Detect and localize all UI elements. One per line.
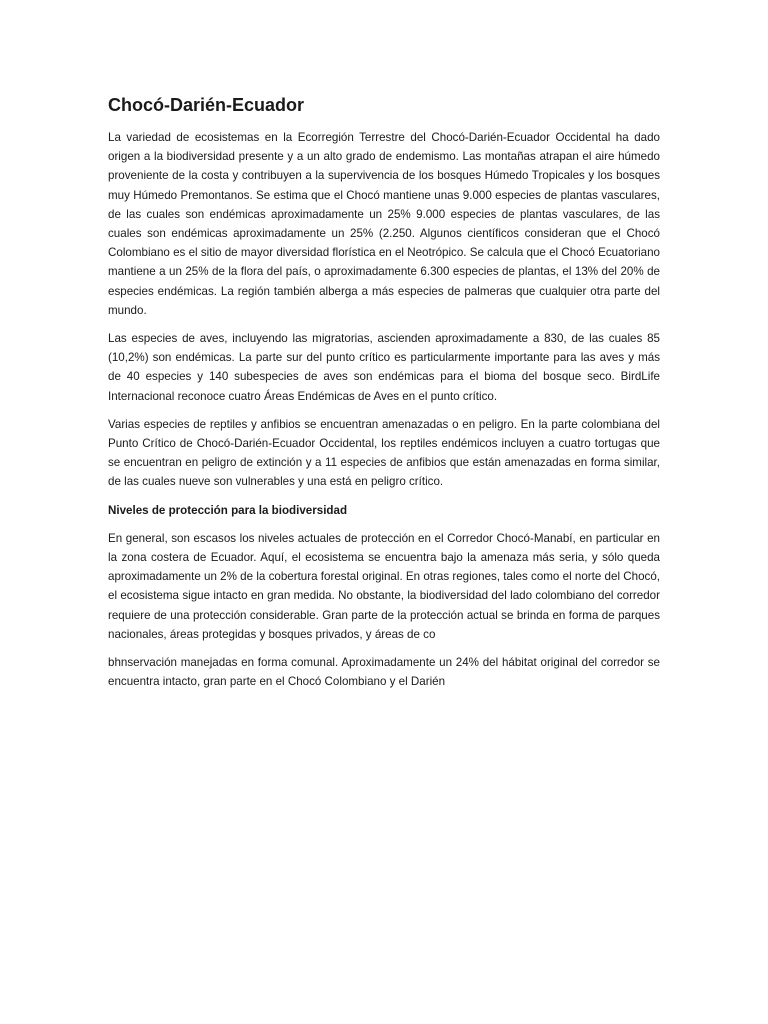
document-page — [108, 94, 660, 700]
section-heading-protection: Niveles de protección para la biodiversidad — [108, 503, 348, 517]
document-title: Chocó-Darién-Ecuador — [108, 95, 305, 115]
paragraph-conservation: bhnservación manejadas en forma comunal. Aproximadamente un 24% del hábitat original del corredor se encuentra intacto, gran parte en el Chocó Colombiano y el Darién — [108, 656, 660, 689]
paragraph-ecosystems: La variedad de ecosistemas en la Ecorregión Terrestre del Chocó-Darién-Ecuador Occidental ha dado origen a la biodiversidad presente y a un alto grado de endemismo. Las montañas atrapan el aire húmedo proveniente de la costa y contribuyen a la supervivencia de los bosques Húmedo Tropicales y los bosques muy Húmedo Premontanos. Se estima que el Chocó mantiene unas 9.000 especies de plantas vasculares, de las cuales son endémicas aproximadamente un 25% 9.000 especies de plantas vasculares, de las cuales son endémicas aproximadamente un 25% (2.250. Algunos científicos consideran que el Chocó Colombiano es el sitio de mayor diversidad florística en el Neotrópico. Se calcula que el Chocó Ecuatoriano mantiene a un 25% de la flora del país, o aproximadamente 6.300 especies de plantas, el 13% del 20% de especies endémicas. La región también alberga a más especies de palmeras que cualquier otra parte del mundo. — [108, 131, 660, 317]
paragraph-birds: Las especies de aves, incluyendo las migratorias, ascienden aproximadamente a 830, de las cuales 85 (10,2%) son endémicas. La parte sur del punto crítico es particularmente importante para las aves y más de 40 especies y 140 subespecies de aves son endémicas para el bioma del bosque seco. BirdLife Internacional reconoce cuatro Áreas Endémicas de Aves en el punto crítico. — [108, 332, 660, 403]
paragraph-protection: En general, son escasos los niveles actuales de protección en el Corredor Chocó-Manabí, en particular en la zona costera de Ecuador. Aquí, el ecosistema se encuentra bajo la amenaza más seria, y sólo queda aproximadamente un 2% de la cobertura forestal original. En otras regiones, tales como el norte del Chocó, el ecosistema sigue intacto en gran medida. No obstante, la biodiversidad del lado colombiano del corredor requiere de una protección considerable. Gran parte de la protección actual se brinda en forma de parques nacionales, áreas protegidas y bosques privados, y áreas de co — [108, 531, 660, 641]
paragraph-reptiles: Varias especies de reptiles y anfibios se encuentran amenazadas o en peligro. En la parte colombiana del Punto Crítico de Chocó-Darién-Ecuador Occidental, los reptiles endémicos incluyen a cuatro tortugas que se encuentran en peligro de extinción y a 11 especies de anfibios que están amenazadas en forma similar, de las cuales nueve son vulnerables y una está en peligro crítico. — [108, 417, 660, 489]
